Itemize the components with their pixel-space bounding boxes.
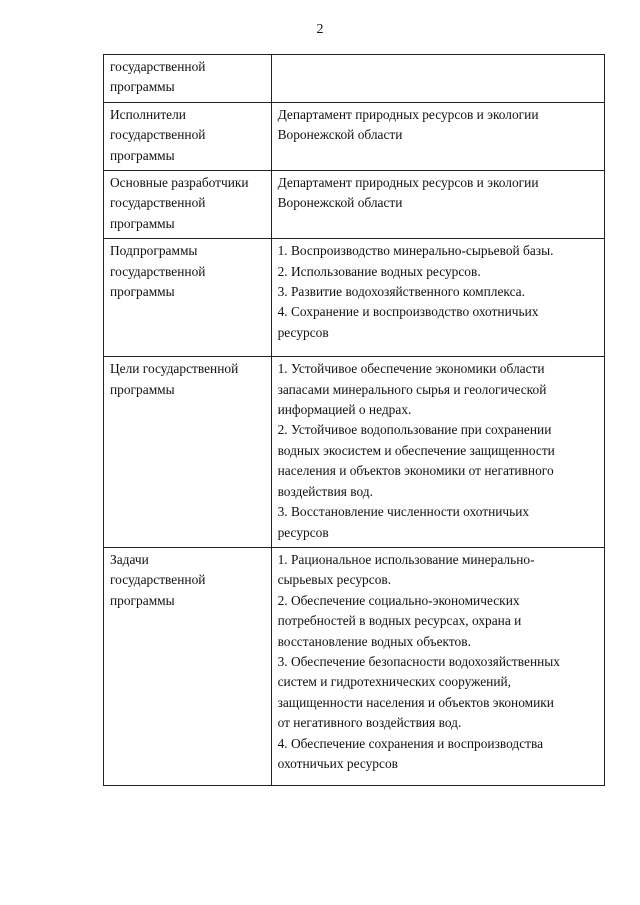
row-label-line: программы bbox=[110, 381, 175, 397]
row-value-line: 4. Сохранение и воспроизводство охотничьих bbox=[277, 304, 539, 320]
table-row bbox=[104, 239, 605, 357]
row-value-line: систем и гидротехнических сооружений, bbox=[277, 674, 511, 690]
row-value-line: Департамент природных ресурсов и экологии bbox=[277, 106, 539, 122]
row-label-line: Подпрограммы bbox=[110, 243, 198, 259]
row-value-line: ресурсов bbox=[277, 524, 329, 540]
row-label-line: программы bbox=[110, 215, 175, 231]
row-value-cell bbox=[271, 357, 604, 548]
row-label-cell bbox=[104, 55, 272, 103]
row-label-line: программы bbox=[110, 79, 175, 95]
row-label-line: государственной bbox=[110, 572, 206, 588]
row-value-line: Департамент природных ресурсов и экологии bbox=[277, 175, 539, 191]
row-value-line: Воронежской области bbox=[277, 195, 403, 211]
row-label-line: Задачи bbox=[110, 551, 149, 567]
row-value-line: 3. Обеспечение безопасности водохозяйственных bbox=[277, 653, 560, 669]
row-value-line: потребностей в водных ресурсах, охрана и bbox=[277, 613, 522, 629]
row-label-cell bbox=[104, 171, 272, 239]
table-row bbox=[104, 357, 605, 548]
row-value-line: защищенности населения и объектов экономики bbox=[277, 694, 554, 710]
row-value-line: 3. Развитие водохозяйственного комплекса. bbox=[277, 284, 525, 300]
row-value-line: 2. Устойчивое водопользование при сохранении bbox=[277, 422, 552, 438]
row-value-line: водных экосистем и обеспечение защищенности bbox=[277, 442, 555, 458]
row-value-line: информацией о недрах. bbox=[277, 402, 412, 418]
row-label-line: программы bbox=[110, 284, 175, 300]
row-label-line: государственной bbox=[110, 127, 206, 143]
row-value-line: запасами минерального сырья и геологической bbox=[277, 381, 547, 397]
row-value-line: от негативного воздействия вод. bbox=[277, 715, 462, 731]
row-value-line: воздействия вод. bbox=[277, 483, 373, 499]
row-value-line: охотничьих ресурсов bbox=[277, 755, 398, 771]
row-value-line: восстановление водных объектов. bbox=[277, 633, 471, 649]
row-value-line: 2. Использование водных ресурсов. bbox=[277, 263, 481, 279]
row-label-line: государственной bbox=[110, 59, 206, 74]
row-value-line: 1. Устойчивое обеспечение экономики области bbox=[277, 361, 545, 377]
row-value-line: населения и объектов экономики от негативного bbox=[277, 463, 554, 479]
program-passport-table bbox=[103, 54, 605, 786]
row-label-line: программы bbox=[110, 592, 175, 608]
row-label-line: программы bbox=[110, 147, 175, 163]
table-row bbox=[104, 171, 605, 239]
page-number: 2 bbox=[316, 22, 324, 37]
row-label-cell bbox=[104, 239, 272, 357]
row-value-line: 3. Восстановление численности охотничьих bbox=[277, 504, 530, 520]
row-label-line: Исполнители bbox=[110, 106, 186, 122]
table-row bbox=[104, 55, 605, 103]
row-value-cell bbox=[271, 171, 604, 239]
row-label-line: Цели государственной bbox=[110, 361, 239, 377]
row-value-cell bbox=[271, 55, 604, 103]
row-value-line: Воронежской области bbox=[277, 127, 403, 143]
row-label-cell bbox=[104, 547, 272, 785]
row-label-line: Основные разработчики bbox=[110, 175, 249, 191]
row-value-cell bbox=[271, 239, 604, 357]
row-label-cell bbox=[104, 357, 272, 548]
row-label-cell bbox=[104, 102, 272, 170]
row-value-cell bbox=[271, 547, 604, 785]
row-value-line: 1. Рациональное использование минерально- bbox=[277, 551, 535, 567]
row-value-line: 1. Воспроизводство минерально-сырьевой базы. bbox=[277, 243, 554, 259]
row-value-line: ресурсов bbox=[277, 324, 329, 340]
row-value-line: 4. Обеспечение сохранения и воспроизводства bbox=[277, 735, 544, 751]
row-value-line: 2. Обеспечение социально-экономических bbox=[277, 592, 520, 608]
row-label-line: государственной bbox=[110, 263, 206, 279]
table-row bbox=[104, 547, 605, 785]
row-value-cell bbox=[271, 102, 604, 170]
row-label-line: государственной bbox=[110, 195, 206, 211]
row-value-line: сырьевых ресурсов. bbox=[277, 572, 392, 588]
table-row bbox=[104, 102, 605, 170]
